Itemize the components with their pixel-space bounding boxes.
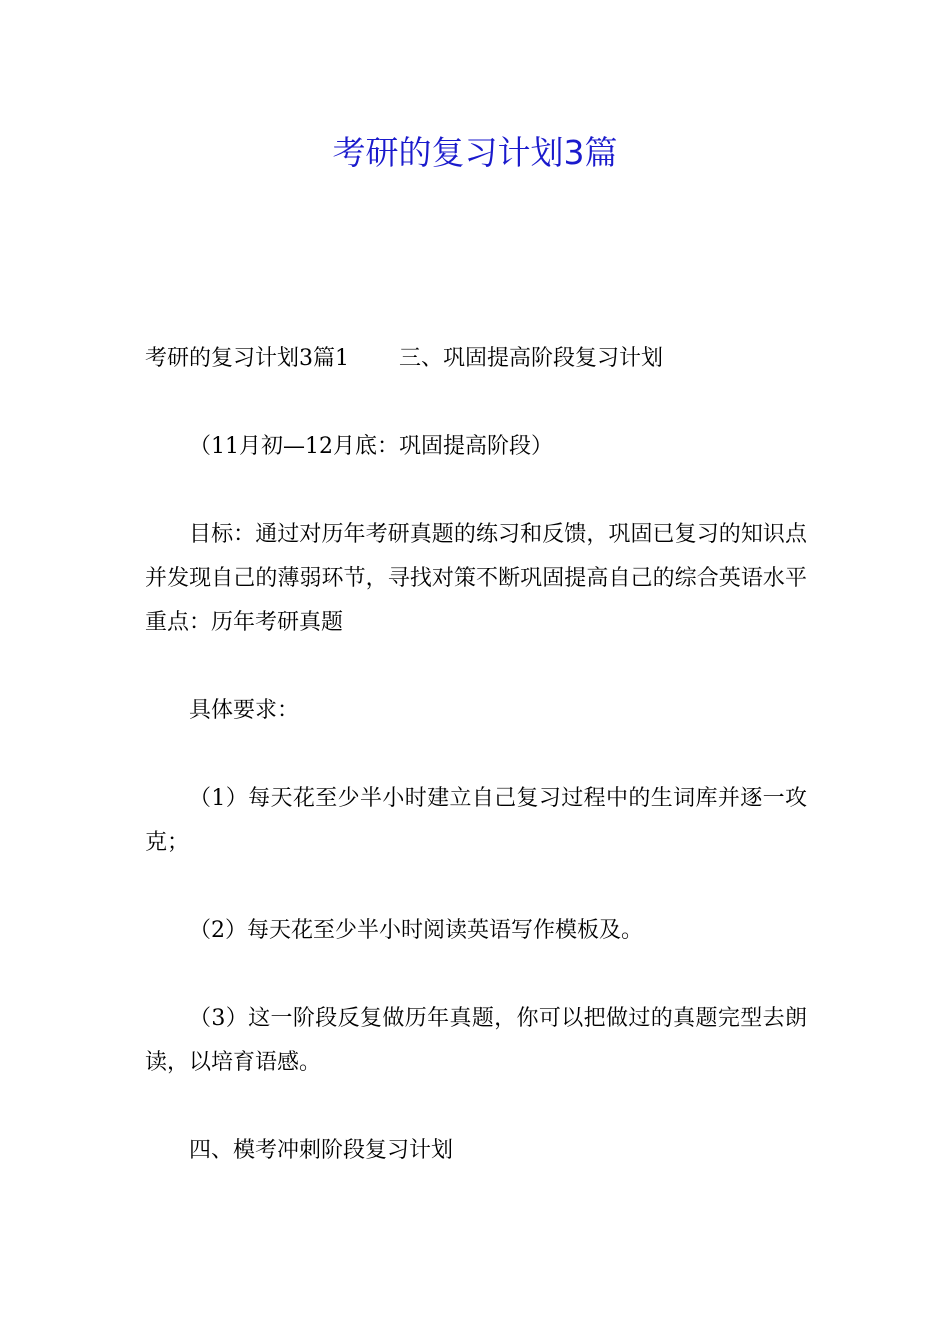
paragraph-requirements-label: 具体要求： (189, 698, 300, 723)
document-title: 考研的复习计划3篇 (332, 133, 618, 172)
paragraph-requirement-2: （2）每天花至少半小时阅读英语写作模板及。 (189, 918, 643, 943)
paragraph-goal: 目标：通过对历年考研真题的练习和反馈，巩固已复习的知识点并发现自己的薄弱环节，寻找对策不断巩固提高自己的综合英语水平重点：历年考研真题 (145, 522, 807, 635)
sub-heading: 考研的复习计划3篇1 (145, 346, 349, 371)
document-body (145, 337, 807, 1217)
paragraph-requirement-1: （1）每天花至少半小时建立自己复习过程中的生词库并逐一攻克； (145, 786, 807, 855)
paragraph-section-4-heading: 四、模考冲刺阶段复习计划 (189, 1138, 454, 1163)
section-heading: 三、巩固提高阶段复习计划 (399, 346, 664, 371)
first-line (145, 337, 807, 381)
paragraph-date-range: （11月初—12月底：巩固提高阶段） (189, 434, 553, 459)
paragraph-requirement-3: （3）这一阶段反复做历年真题，你可以把做过的真题完型去朗读，以培育语感。 (145, 1006, 807, 1075)
